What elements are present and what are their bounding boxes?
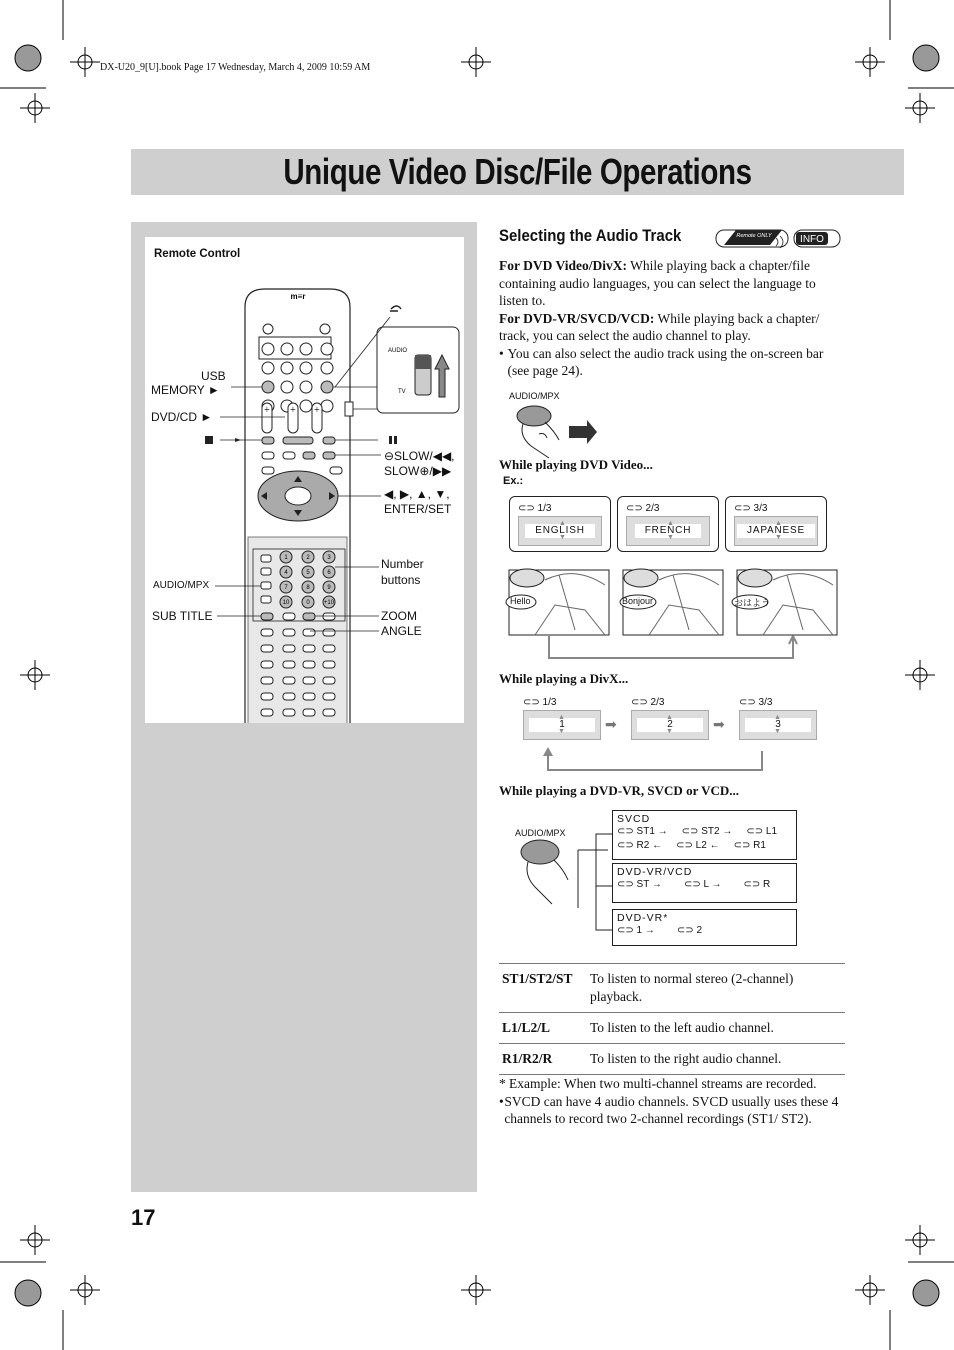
svcd-row1 [617,826,792,837]
dvd-osd-lang-bar: ▲ ENGLISH ▼ [518,516,602,546]
angle-label: ANGLE [381,624,422,638]
divx-heading: While playing a DivX... [499,671,629,686]
number-key-1: 2 [306,555,310,561]
page-number: 17 [131,1205,156,1230]
dvdcd-label: DVD/CD ► [151,410,213,424]
switch-tv-label: TV [398,389,406,395]
svcd-st2: ⊂⊃ ST2 → [681,826,733,837]
number-key-2: 3 [327,555,331,561]
para-dvdvr [499,310,844,345]
vcd-r-text: R [763,879,771,890]
usb-label: USB [201,369,226,383]
legend-table [499,963,845,1075]
svcd-l1: ⊂⊃ L1 [746,826,778,837]
svg-text:+: + [314,405,320,416]
dvdvr-2: ⊂⊃ 2 [676,925,702,936]
dvd-video-scenes [505,560,845,660]
vcd-l: ⊂⊃ L → [683,879,722,890]
dvdvr-1: ⊂⊃ 1 → [617,925,655,936]
remote-control-illustration [145,237,464,723]
svcd-l1-text: L1 [765,826,778,837]
dvdvr-title: DVD-VR* [617,912,669,924]
dvdvr-vcd-box [612,863,797,903]
divx-arrow-icon: ➡ [713,718,725,733]
vcd-l-text: L [703,879,709,890]
number-key-8: 9 [327,585,331,591]
enter-set-label: ENTER/SET [384,502,452,516]
divx-cycle-arrow [540,745,780,775]
para-bullet-text: You can also select the audio track using the on-screen bar (see page 24). [507,345,824,378]
notes [499,1075,847,1128]
dvd-osd-box [617,496,719,552]
dvdvr-1-text: 1 [636,925,643,936]
number-label-1: Number [381,557,424,571]
divx-osd-box [739,697,817,741]
note-asterisk-text: Example: When two multi-channel streams are recorded. [509,1076,817,1091]
legend-key: R1/R2/R [499,1044,587,1075]
divx-osd-count: ⊂⊃ 2/3 [631,697,665,708]
divx-osd-value-bar: ▲ 2 ▼ [631,710,709,740]
remote-only-badge [714,226,844,250]
dvd-osd-count: ⊂⊃ 3/3 [734,503,768,514]
dvdvr-box [612,909,797,946]
svcd-st1: ⊂⊃ ST1 → [617,826,668,837]
cursor-label-1: ◀, ▶, ▲, ▼, [384,487,450,501]
svcd-r2-text: R2 [636,840,650,851]
legend-key: ST1/ST2/ST [499,964,587,1013]
divx-osd-count: ⊂⊃ 3/3 [739,697,773,708]
number-key-5: 6 [327,570,331,576]
switch-audio-label: AUDIO [388,348,408,354]
memory-label: MEMORY ► [151,383,220,397]
dvd-osd-box [725,496,827,552]
print-header: DX-U20_9[U].book Page 17 Wednesday, March 4, 2009 10:59 AM [100,62,371,73]
vr-bracket [578,830,614,942]
legend-desc: To listen to the left audio channel. [587,1013,845,1044]
divx-osd-group [520,697,820,745]
vcd-st: ⊂⊃ ST → [617,879,662,890]
divx-osd-box [523,697,601,741]
divx-osd-box [631,697,709,741]
divx-osd-value-bar: ▲ 3 ▼ [739,710,817,740]
number-key-7: 8 [306,585,310,591]
svg-text:m≡r: m≡r [290,292,306,301]
dvd-osd-group [509,496,839,558]
dvdvr-vcd-title: DVD-VR/VCD [617,866,693,878]
legend-row [499,1044,845,1075]
number-key-11: +10 [323,600,335,606]
dvd-video-heading: While playing DVD Video... [499,457,653,472]
dvdvr-2-text: 2 [696,925,702,936]
speech-french: Bonjour [622,596,654,606]
dvd-osd-lang-bar: ▲ JAPANESE ▼ [734,516,818,546]
para-dvdvr-text: While playing back a chapter/ track, you can select the audio channel to play. [499,310,820,343]
vcd-st-text: ST [636,879,650,890]
divx-arrow-icon: ➡ [605,718,617,733]
legend-row [499,964,845,1013]
vr-button-label: AUDIO/MPX [515,828,566,838]
slow-label-2: SLOW⊕/▶▶ [384,464,452,478]
example-label: Ex.: [503,475,524,487]
number-key-0: 1 [284,555,288,561]
legend-desc: To listen to the right audio channel. [587,1044,845,1075]
para-dvd-divx-bold: For DVD Video/DivX: [499,258,627,273]
number-key-9: 10 [282,600,290,606]
slow-label [384,449,455,479]
note-svcd: • SVCD can have 4 audio channels. SVCD usually uses these 4 channels to record two 2-channel recordings (ST1/ ST2). [499,1093,847,1128]
zoom-angle-label [381,609,422,639]
dvd-osd-count: ⊂⊃ 1/3 [518,503,552,514]
dvd-osd-lang-bar: ▲ FRENCH ▼ [626,516,710,546]
zoom-label: ZOOM [381,609,417,623]
page-title: Unique Video Disc/File Operations [283,151,752,192]
speech-english: Hello [510,596,531,606]
remote-only-text: Remote ONLY [736,233,772,239]
svcd-st2-text: ST2 [701,826,720,837]
dvd-osd-box [509,496,611,552]
number-label [381,556,424,588]
legend-key: L1/L2/L [499,1013,587,1044]
cursor-label [384,487,451,517]
svcd-title: SVCD [617,813,651,825]
remote-caption: Remote Control [154,248,241,260]
divx-osd-value-bar: ▲ 1 ▼ [523,710,601,740]
divx-osd-count: ⊂⊃ 1/3 [523,697,557,708]
para-dvdvr-bold: For DVD-VR/SVCD/VCD: [499,310,655,326]
number-key-10: 0 [306,600,310,606]
legend-desc: To listen to normal stereo (2-channel) playback. [587,964,845,1013]
note-asterisk: * Example: When two multi-channel streams are recorded. [499,1076,817,1091]
finger-press-illustration [509,400,604,460]
memory-label-text: MEMORY [151,383,205,397]
number-key-4: 5 [306,570,310,576]
svcd-r2: ⊂⊃ R2 ← [617,840,663,851]
page-title-bar [131,149,904,195]
dvdvr-row [617,925,792,936]
svg-text:+: + [264,405,270,416]
svcd-l2: ⊂⊃ L2 ← [676,840,720,851]
intro-paragraph [499,257,844,380]
legend-row [499,1013,845,1044]
number-key-3: 4 [284,570,288,576]
para-bullet: • You can also select the audio track using the on-screen bar (see page 24). [499,345,844,380]
press-button-label: AUDIO/MPX [509,391,560,401]
svcd-r1-text: R1 [753,840,766,851]
dvdvr-vcd-row [617,879,792,890]
vcd-r: ⊂⊃ R [743,879,771,890]
note-svcd-text: SVCD can have 4 audio channels. SVCD usually uses these 4 channels to record two 2-channel recordings (ST1/ ST2). [504,1093,839,1126]
dvdcd-label-text: DVD/CD [151,410,198,424]
svcd-box [612,810,797,860]
dvd-osd-count: ⊂⊃ 2/3 [626,503,660,514]
subtitle-label: SUB TITLE [152,609,213,623]
section-title: Selecting the Audio Track [499,226,682,245]
number-key-6: 7 [284,585,288,591]
svg-text:+: + [290,405,296,416]
number-label-2: buttons [381,573,421,587]
vr-heading: While playing a DVD-VR, SVCD or VCD... [499,783,740,798]
para-dvd-divx-text: While playing back a chapter/file containing audio languages, you can select the language to listen to. [499,258,816,308]
svcd-l2-text: L2 [695,840,707,851]
info-badge-text: INFO [800,234,824,245]
para-dvd-divx [499,257,844,310]
svcd-r1: ⊂⊃ R1 [733,840,766,851]
svcd-st1-text: ST1 [636,826,655,837]
svcd-row2 [617,840,792,851]
audio-mpx-label: AUDIO/MPX [153,580,210,591]
speech-japanese: おはよう [734,598,771,608]
slow-label-1: ⊖SLOW/◀◀, [384,449,455,463]
